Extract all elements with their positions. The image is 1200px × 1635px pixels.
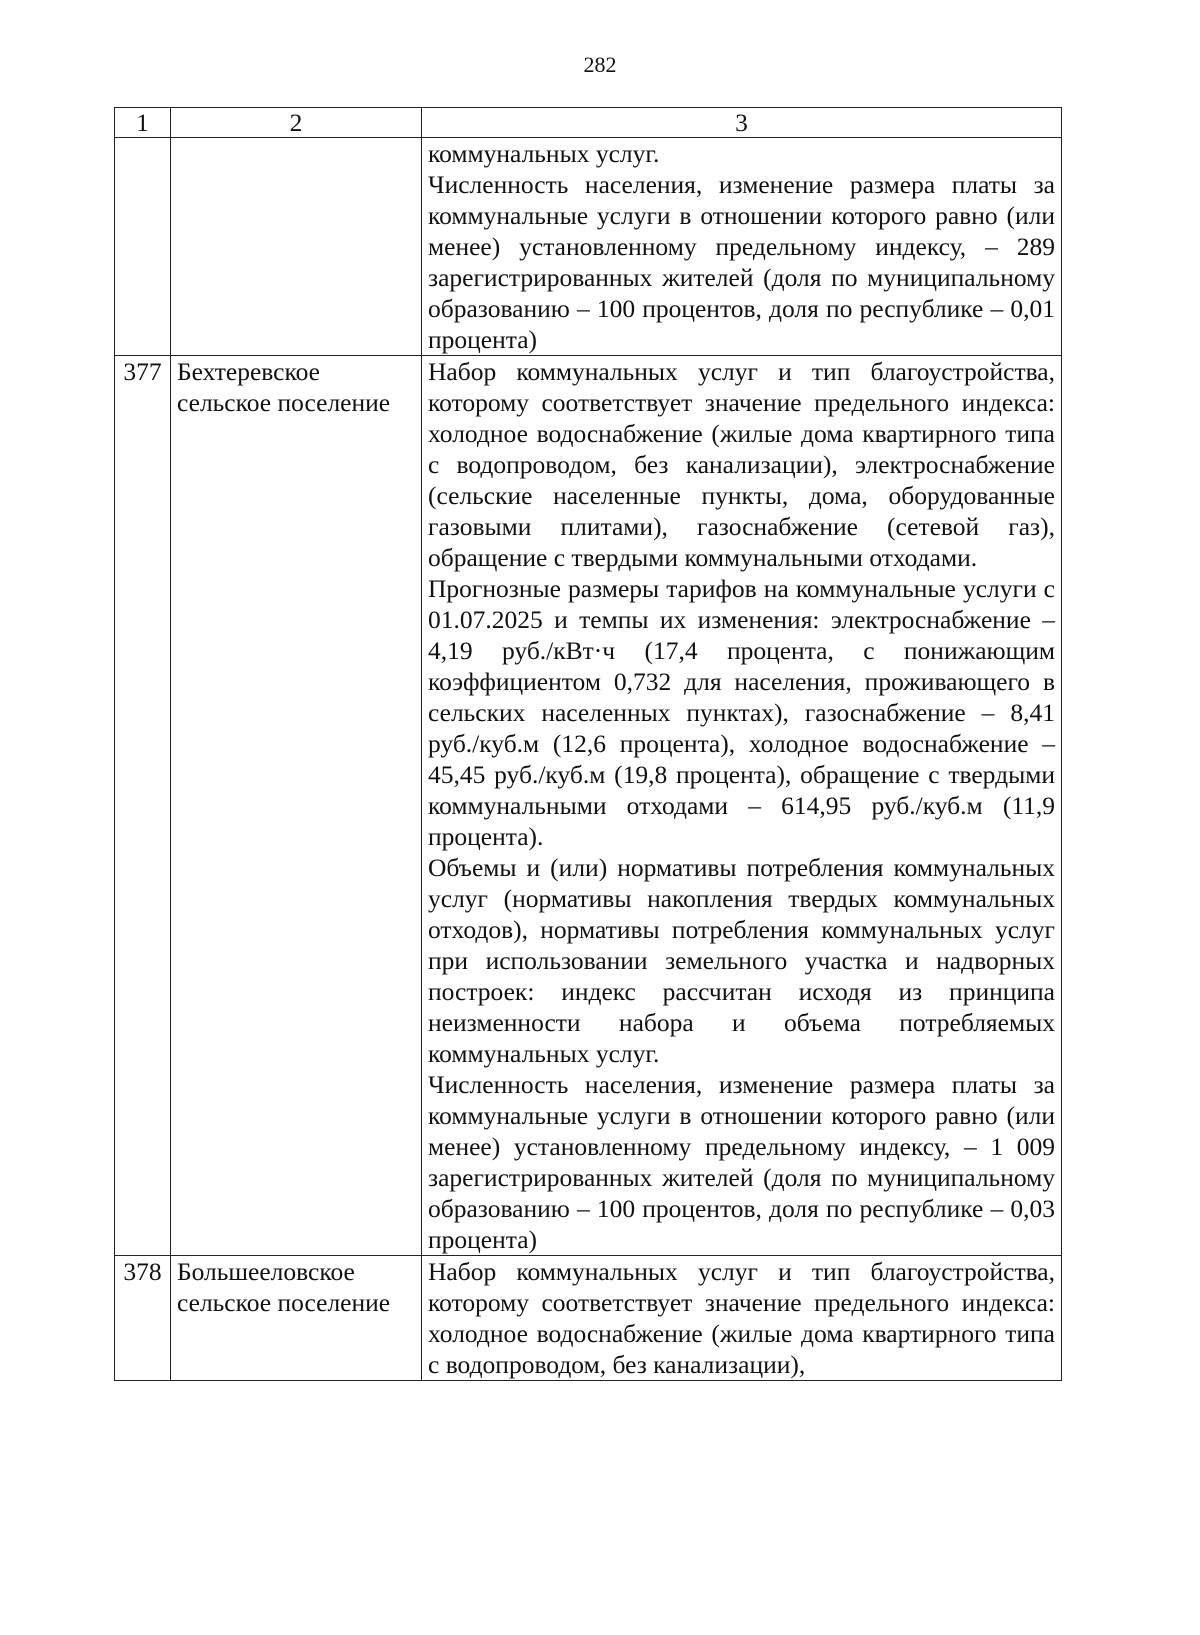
- municipality-name: [171, 138, 422, 356]
- row-description: [422, 356, 1062, 1256]
- row-number: [115, 138, 171, 356]
- description-paragraph: коммунальных услуг.: [428, 139, 660, 168]
- description-paragraph: Объемы и (или) нормативы потребления коммунальных услуг (нормативы накопления твердых коммунальных отходов), нормативы потребления коммунальных услуг при использовании земельного участка и надворных построек: индекс рассчитан исходя из принципа неизменности набора и объема потребляемых коммунальных услуг.: [428, 853, 1055, 1068]
- row-description: [422, 138, 1062, 356]
- document-table: [114, 107, 1062, 1381]
- municipality-name: Бехтеревское сельское поселение: [171, 356, 422, 1256]
- row-number: 378: [115, 1256, 171, 1381]
- description-paragraph: Численность населения, изменение размера платы за коммунальные услуги в отношении которого равно (или менее) установленному предельному индексу, – 1 009 зарегистрированных жителей (доля по муниципальному образованию – 100 процентов, доля по республике – 0,03 процента): [428, 1070, 1055, 1254]
- description-paragraph: Набор коммунальных услуг и тип благоустройства, которому соответствует значение предельного индекса: холодное водоснабжение (жилые дома квартирного типа с водопроводом, без канализации), электроснабжение (сельские населенные пункты, дома, оборудованные газовыми плитами), газоснабжение (сетевой газ), обращение с твердыми коммунальными отходами.: [428, 357, 1055, 572]
- table-row: [115, 138, 1062, 356]
- column-header-2: 2: [171, 108, 422, 138]
- row-number: 377: [115, 356, 171, 1256]
- description-paragraph: Прогнозные размеры тарифов на коммунальные услуги с 01.07.2025 и темпы их изменения: электроснабжение – 4,19 руб./кВт·ч (17,4 процента, с понижающим коэффициентом 0,732 для населения, проживающего в сельских населенных пунктах), газоснабжение – 8,41 руб./куб.м (12,6 процента), холодное водоснабжение – 45,45 руб./куб.м (19,8 процента), обращение с твердыми коммунальными отходами – 614,95 руб./куб.м (11,9 процента).: [428, 574, 1055, 851]
- table-row: [115, 356, 1062, 1256]
- column-header-1: 1: [115, 108, 171, 138]
- row-description: [422, 1256, 1062, 1381]
- column-header-3: 3: [422, 108, 1062, 138]
- page-number: 282: [583, 52, 617, 77]
- table-header-row: [115, 108, 1062, 138]
- table-row: [115, 1256, 1062, 1381]
- description-paragraph: Набор коммунальных услуг и тип благоустройства, которому соответствует значение предельного индекса: холодное водоснабжение (жилые дома квартирного типа с водопроводом, без канализации),: [428, 1257, 1055, 1379]
- description-paragraph: Численность населения, изменение размера платы за коммунальные услуги в отношении которого равно (или менее) установленному предельному индексу, – 289 зарегистрированных жителей (доля по муниципальному образованию – 100 процентов, доля по республике – 0,01 процента): [428, 170, 1055, 354]
- municipality-name: Большееловское сельское поселение: [171, 1256, 422, 1381]
